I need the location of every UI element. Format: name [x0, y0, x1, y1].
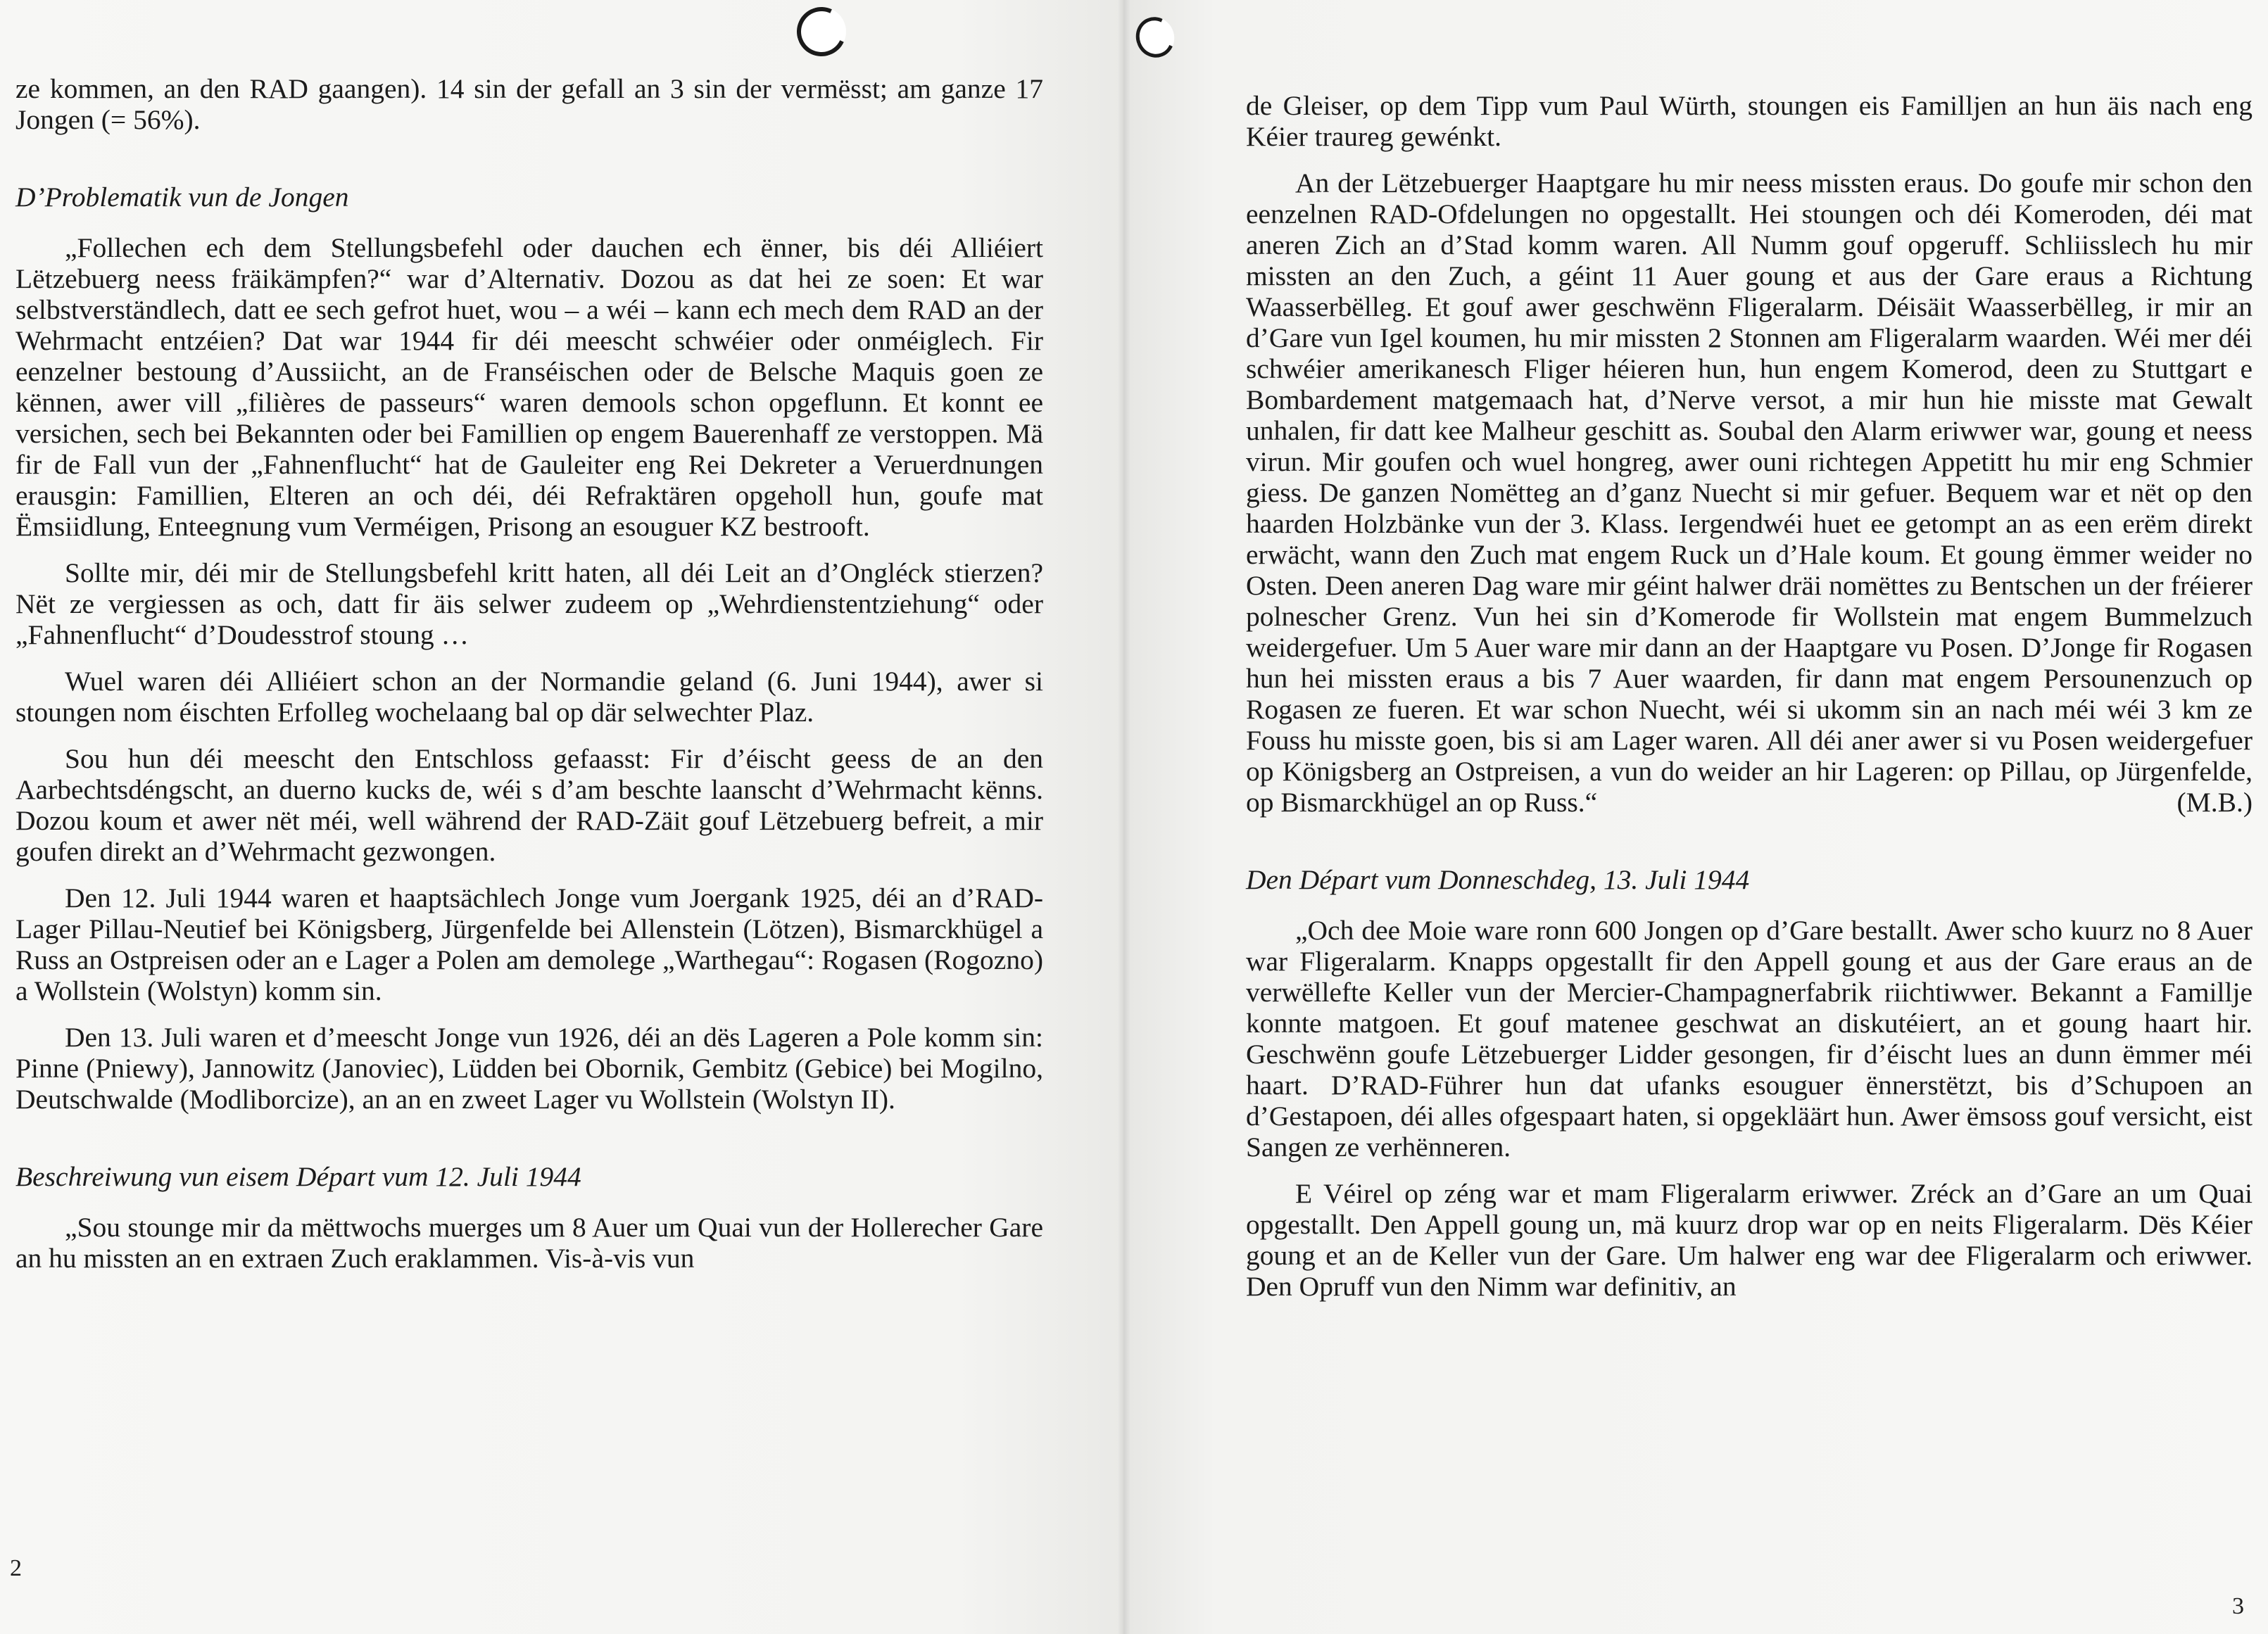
right-paragraph-3: E Véirel op zéng war et mam Fligeralarm eriwwer. Zréck an d’Gare an um Quai opgestallt. Den Appell goung un, mä kuurz drop war op en neits Fligeralarm. Dës Kéier goung et an de Keller vun der Gare. Um halwer eng war dee Fligeralarm och eriwwer. Den Opruff vun den Nimm war definitiv, an [1246, 1178, 2253, 1302]
left-page [0, 0, 1123, 1634]
right-heading-depart: Den Départ vum Donneschdeg, 13. Juli 1944 [1246, 864, 1750, 895]
left-paragraph-1: „Follechen ech dem Stellungsbefehl oder dauchen ech ënner, bis déi Alliéiert Lëtzebuerg neess fräikämpfen?“ war d’Alternativ. Dozou as dat hei ze soen: Et war selbstverständlech, datt ee sech gefrot huet, wou – a wéi – kann ech mech dem RAD an der Wehrmacht entzéien? Dat war 1944 fir déi meescht schwéier oder onméiglech. Fir eenzelner bestoung d’Aussiicht, an de Franséischen oder de Belsche Maquis goen ze kënnen, awer vill „filières de passeurs“ waren demools schon opgeflunn. Et konnt ee versichen, sech bei Bekannten oder bei Famillien op engem Bauerenhaff ze verstoppen. Mä fir de Fall vun der „Fahnenflucht“ hat de Gauleiter eng Rei Dekreter a Veruerdnungen erausgin: Famillien, Elteren an och déi, déi Refraktären opgeholl hun, goufe mat Ëmsiidlung, Enteegnung vum Verméigen, Prisong an esouguer KZ bestrooft. [15, 232, 1043, 542]
right-page [1123, 0, 2268, 1634]
page-number-right: 3 [2232, 1593, 2244, 1619]
page-number-left: 2 [10, 1555, 22, 1581]
left-paragraph-2: Sollte mir, déi mir de Stellungsbefehl kritt haten, all déi Leit an d’Ongléck stierzen? Nët ze vergiessen as och, datt fir äis selwer zudeem op „Wehrdienstentziehung“ oder „Fahnenflucht“ d’Doudesstrof stoung … [15, 557, 1043, 650]
right-paragraph-1 [1246, 167, 2253, 818]
left-paragraph-7: „Sou stounge mir da mëttwochs muerges um 8 Auer um Quai vun der Hollerecher Gare an hu missten an en extraen Zuch eraklammen. Vis-à-vis vun [15, 1212, 1043, 1274]
left-heading-problematik: D’Problematik vun de Jongen [15, 182, 349, 213]
punch-hole-icon [790, 0, 853, 63]
right-text-column [1246, 90, 2253, 1317]
left-paragraph-4: Sou hun déi meescht den Entschloss gefaasst: Fir d’éischt geess de an den Aarbechtsdéngscht, an duerno kucks de, wéi s d’am beschte laanscht d’Wehrmacht kënns. Dozou koum et awer nët méi, well während der RAD-Zäit gouf Lëtzebuerg befreit, a mir goufen direkt an d’Wehrmacht gezwongen. [15, 743, 1043, 867]
signature-initials: (M.B.) [2176, 787, 2253, 818]
left-paragraph-6: Den 13. Juli waren et d’meescht Jonge vun 1926, déi an dës Lageren a Pole komm sin: Pinne (Pniewy), Jannowitz (Janoviec), Lüdden bei Obornik, Gembitz (Gebice) bei Mogilno, Deutschwalde (Modliborcize), an an en zweet Lager vu Wollstein (Wolstyn II). [15, 1022, 1043, 1115]
punch-hole-icon [1130, 12, 1180, 63]
left-intro-paragraph: ze kommen, an den RAD gaangen). 14 sin der gefall an 3 sin der vermësst; am ganze 17 Jongen (= 56%). [15, 73, 1043, 135]
left-paragraph-5: Den 12. Juli 1944 waren et haaptsächlech Jonge vum Joergank 1925, déi an d’RAD-Lager Pillau-Neutief bei Königsberg, Jürgenfelde bei Allenstein (Lötzen), Bismarckhügel a Russ an Ostpreisen oder an e Lager a Polen am demolege „Warthegau“: Rogasen (Rogozno) a Wollstein (Wolstyn) komm sin. [15, 882, 1043, 1006]
left-heading-beschreiwung: Beschreiwung vun eisem Départ vum 12. Juli 1944 [15, 1161, 581, 1192]
right-intro-paragraph: de Gleiser, op dem Tipp vum Paul Würth, stoungen eis Familljen an hun äis nach eng Kéier traureg gewénkt. [1246, 90, 2253, 152]
left-paragraph-3: Wuel waren déi Alliéiert schon an der Normandie geland (6. Juni 1944), awer si stoungen nom éischten Erfolleg wochelaang bal op där selwechter Plaz. [15, 666, 1043, 728]
left-text-column [15, 73, 1043, 1289]
right-paragraph-1-text: An der Lëtzebuerger Haaptgare hu mir neess missten eraus. Do goufe mir schon den eenzelnen RAD-Ofdelungen no opgestallt. Hei stoungen och déi Komeroden, déi mat aneren Zich an d’Stad komm waren. All Numm gouf opgeruff. Schliisslech hu mir missten an den Zuch, a géint 11 Auer goung et aus der Gare eraus a Richtung Waasserbëlleg. Et gouf awer geschwënn Fligeralarm. Déisäit Waasserbëlleg, ir mir an d’Gare vun Igel koumen, hu mir missten 2 Stonnen am Fligeralarm waarden. Wéi mer déi schwéier amerikanesch Fliger héieren hun, hun engem Komerod, deen zu Stuttgart e Bombardement matgemaach hat, d’Nerve versot, a mir hun hie misste mat Gewalt unhalen, fir datt kee Malheur geschitt as. Soubal den Alarm eriwwer war, goung et neess virun. Mir goufen och wuel hongreg, awer ouni richtegen Appetitt hu mir eng Schmier giess. De ganzen Nomëtteg an d’ganz Nuecht si mir gefuer. Bequem war et nët op den haarden Holzbänke vun der 3. Klass. Iergendwéi huet ee getompt an as een erëm direkt erwächt, wann den Zuch mat engem Ruck un d’Hale koum. Et goung ëmmer weider no Osten. Deen aneren Dag ware mir géint halwer dräi nomëttes zu Bentschen un der fréierer polnescher Grenz. Vun hei sin d’Komerode fir Wollstein mat engem Bummelzuch weidergefuer. Um 5 Auer ware mir dann an der Haaptgare vu Posen. D’Jonge fir Rogasen hun hei missten eraus a bis 7 Auer waarden, fir dann mat engem Persounenzuch op Rogasen ze fueren. Et war schon Nuecht, wéi si ukomm sin an nach méi wéi 3 km ze Fouss hu misste goen, bis si am Lager waren. All déi aner awer si vu Posen weidergefuer op Königsberg an Ostpreisen, a vun do weider an hir Lageren: op Pillau, op Jürgenfelde, op Bismarckhügel an op Russ.“ [1246, 167, 2253, 818]
right-paragraph-2: „Och dee Moie ware ronn 600 Jongen op d’Gare bestallt. Awer scho kuurz no 8 Auer war Fligeralarm. Knapps opgestallt fir den Appell goung et aus der Gare eraus an de verwëllefte Keller vun der Mercier-Champagnerfabrik riichtiwwer. Bekannt a Famillje konnte matgoen. Et gouf matenee geschwat an diskutéiert, an et goung haart hir. Geschwënn goufe Lëtzebuerger Lidder gesongen, fir d’éischt lues an dunn ëmmer méi haart. D’RAD-Führer hun dat ufanks esouguer ënnerstëtzt, bis d’Schupoen an d’Gestapoen, déi alles ofgespaart haten, si opgekläärt hun. Awer ëmsoss gouf versicht, eist Sangen ze verhënneren. [1246, 915, 2253, 1163]
book-gutter [1118, 0, 1130, 1634]
